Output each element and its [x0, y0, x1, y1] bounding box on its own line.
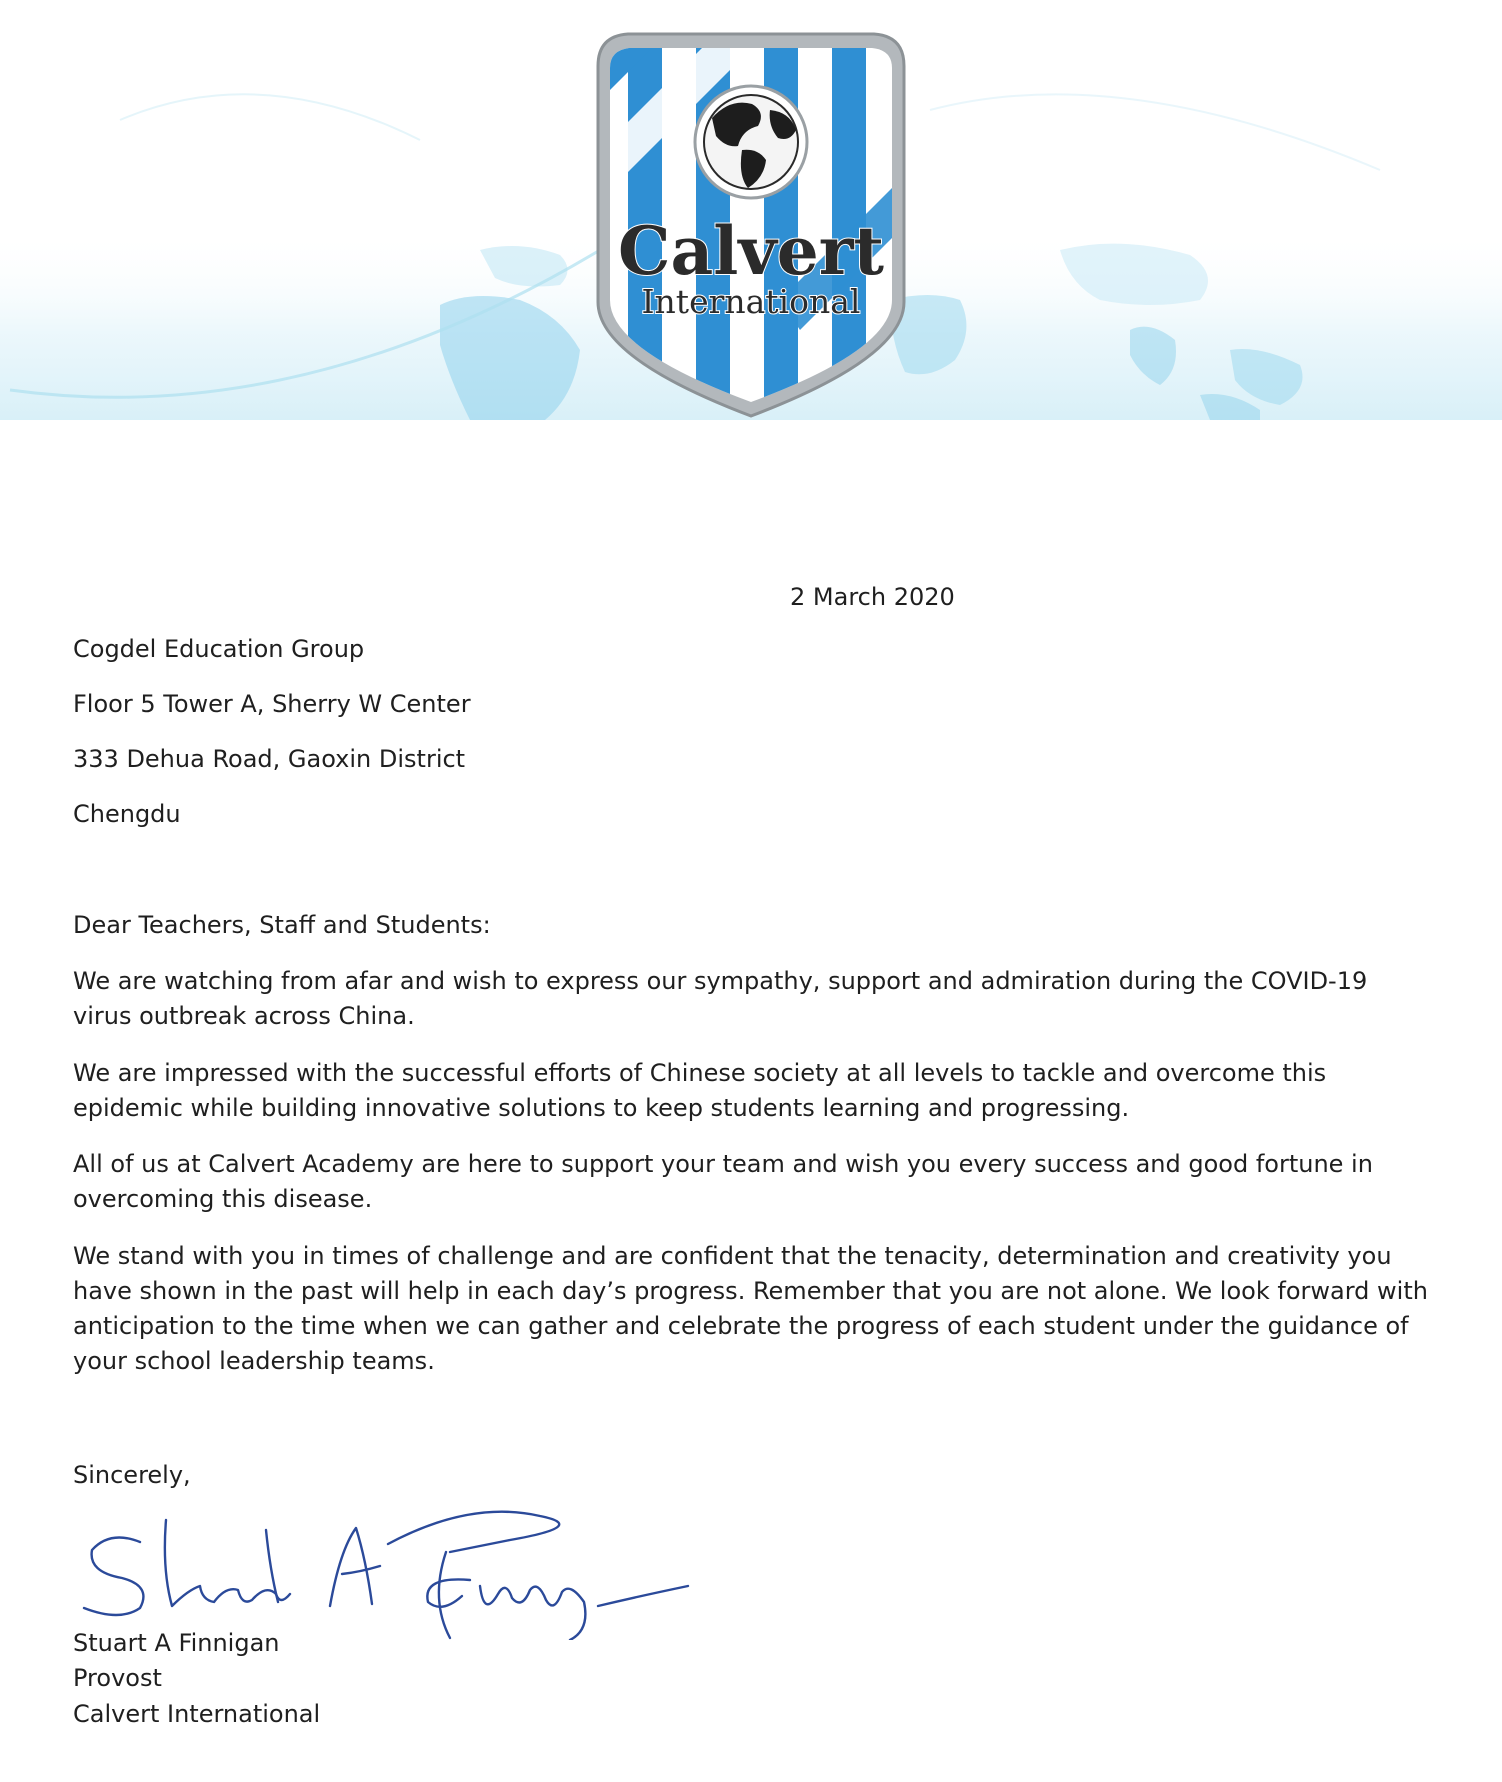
letter-date: 2 March 2020	[790, 583, 955, 611]
letterhead-graphic	[0, 0, 1502, 430]
salutation: Dear Teachers, Staff and Students:	[73, 911, 491, 939]
body-paragraph: We are impressed with the successful efforts of Chinese society at all levels to tackle and overcome this epidemic while building innovative solutions to keep students learning and progressing.	[73, 1059, 1327, 1122]
handwritten-signature	[70, 1490, 690, 1640]
letterhead	[0, 0, 1502, 430]
recipient-line: Cogdel Education Group	[73, 635, 365, 663]
globe-icon	[695, 86, 807, 198]
signer-name: Stuart A Finnigan	[73, 1629, 280, 1657]
body-paragraph: We are watching from afar and wish to express our sympathy, support and admiration during the COVID-19 virus outbreak across China.	[73, 967, 1368, 1030]
body-paragraph: All of us at Calvert Academy are here to support your team and wish you every success and good fortune in overcoming this disease.	[73, 1150, 1373, 1213]
calvert-shield-logo	[598, 34, 904, 420]
recipient-line: Floor 5 Tower A, Sherry W Center	[73, 690, 471, 718]
logo-wordmark-international: International	[641, 282, 861, 321]
logo-wordmark-calvert: Calvert	[618, 212, 884, 290]
body-paragraph: We stand with you in times of challenge and are confident that the tenacity, determination and creativity you have shown in the past will help in each day’s progress. Remember that you are not alone. We look forward with anticipation to the time when we can gather and celebrate the progress of each student under the guidance of your school leadership teams.	[73, 1242, 1428, 1375]
closing: Sincerely,	[73, 1461, 191, 1489]
recipient-line: Chengdu	[73, 800, 181, 828]
recipient-line: 333 Dehua Road, Gaoxin District	[73, 745, 466, 773]
signer-title: Provost	[73, 1664, 162, 1692]
signer-organization: Calvert International	[73, 1700, 321, 1728]
